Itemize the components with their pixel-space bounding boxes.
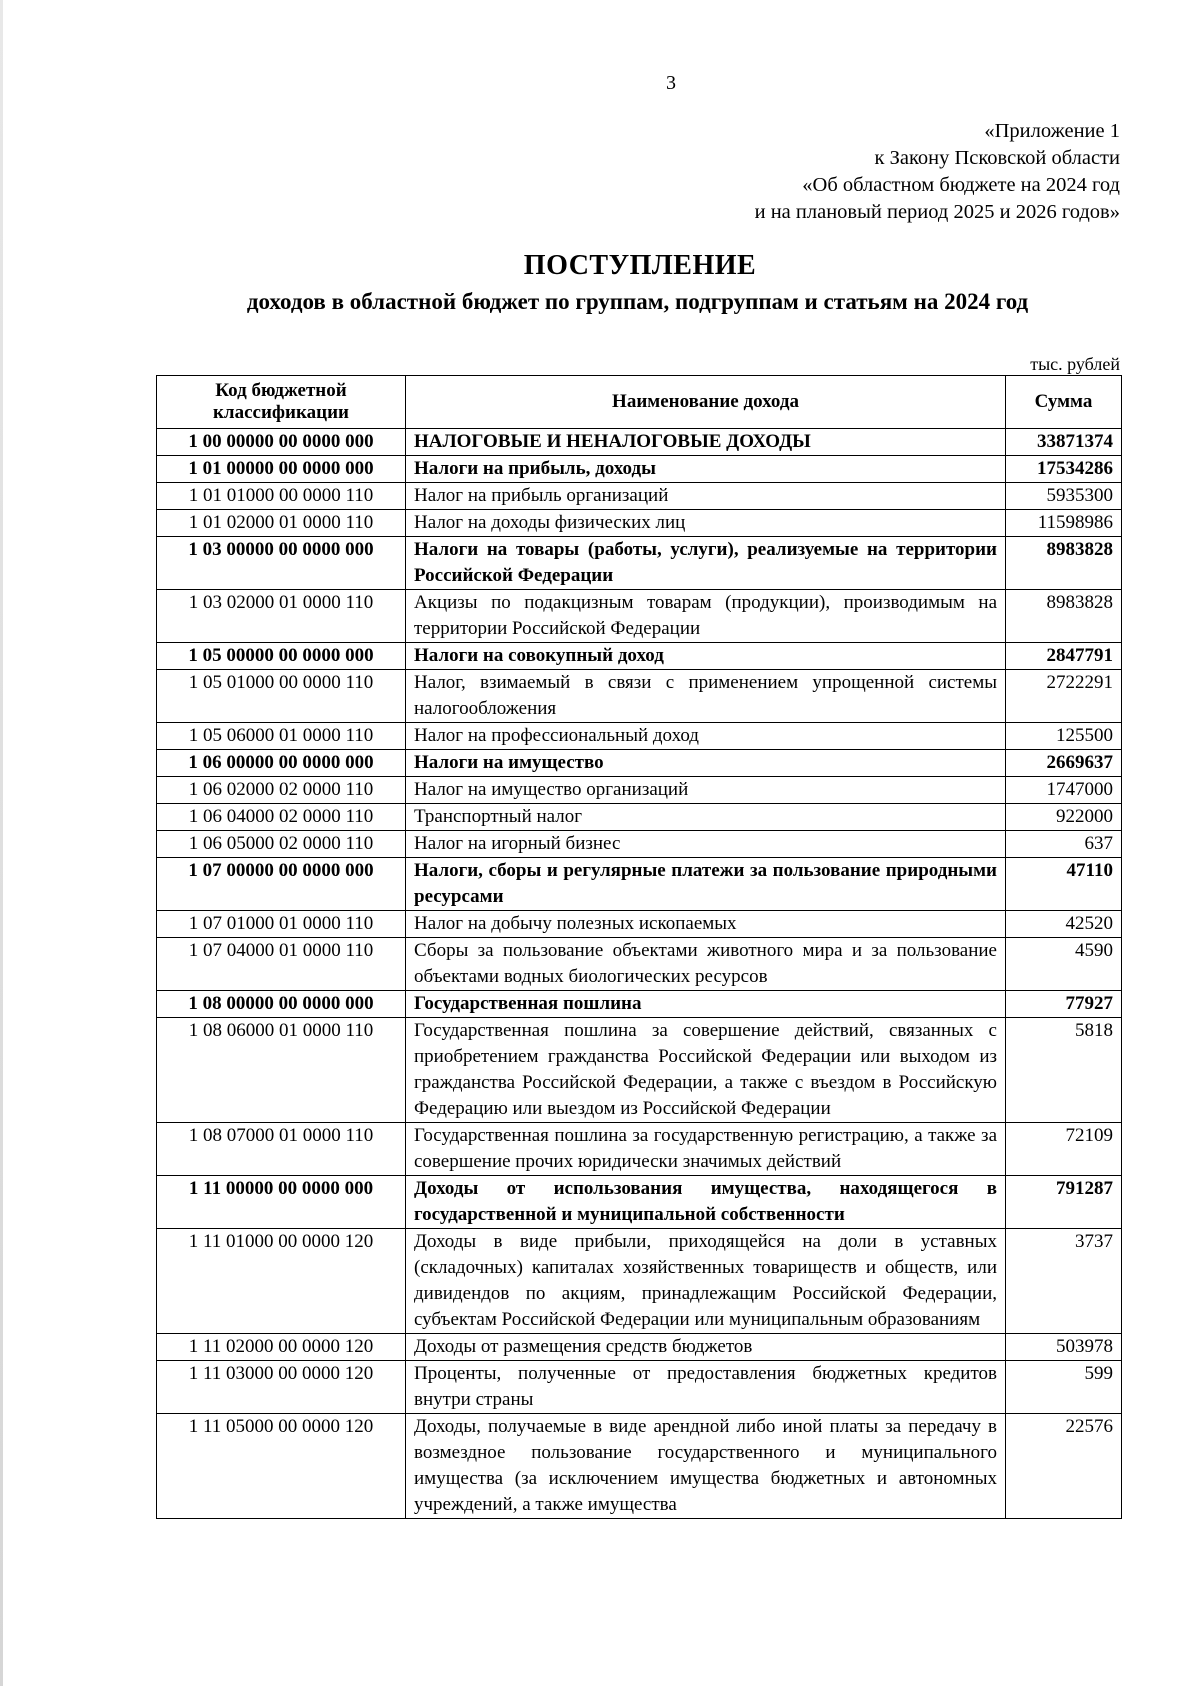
table-row <box>157 1018 1122 1123</box>
table-row <box>157 1123 1122 1176</box>
header-code: Код бюджетной классификации <box>157 376 406 429</box>
cell-code: 1 05 01000 00 0000 110 <box>157 670 406 723</box>
cell-code: 1 06 02000 02 0000 110 <box>157 777 406 804</box>
table-body <box>157 429 1122 1519</box>
cell-sum: 5818 <box>1006 1018 1122 1123</box>
table-row <box>157 1334 1122 1361</box>
cell-sum: 4590 <box>1006 938 1122 991</box>
cell-name: Государственная пошлина за государственную регистрацию, а также за совершение прочих юридически значимых действий <box>406 1123 1006 1176</box>
table-row <box>157 723 1122 750</box>
cell-name: Проценты, полученные от предоставления бюджетных кредитов внутри страны <box>406 1361 1006 1414</box>
cell-code: 1 03 00000 00 0000 000 <box>157 537 406 590</box>
cell-code: 1 07 01000 01 0000 110 <box>157 911 406 938</box>
cell-name: Налог на доходы физических лиц <box>406 510 1006 537</box>
cell-name: Налоги на товары (работы, услуги), реализуемые на территории Российской Федерации <box>406 537 1006 590</box>
document-subtitle: доходов в областной бюджет по группам, подгруппам и статьям на 2024 год <box>246 289 1029 314</box>
table-row <box>157 777 1122 804</box>
page-number: 3 <box>666 72 676 94</box>
cell-name: Налоги, сборы и регулярные платежи за пользование природными ресурсами <box>406 858 1006 911</box>
cell-sum: 77927 <box>1006 991 1122 1018</box>
table-row <box>157 483 1122 510</box>
cell-code: 1 11 05000 00 0000 120 <box>157 1414 406 1519</box>
cell-sum: 11598986 <box>1006 510 1122 537</box>
cell-name: Налог на профессиональный доход <box>406 723 1006 750</box>
cell-name: Доходы, получаемые в виде арендной либо иной платы за передачу в возмездное пользование государственного и муниципального имущества (за исключением имущества бюджетных и автономных учреждений, а также имущества <box>406 1414 1006 1519</box>
cell-name: Доходы в виде прибыли, приходящейся на доли в уставных (складочных) капиталах хозяйственных товариществ и обществ, или дивидендов по акциям, принадлежащим Российской Федерации, субъектам Российской Федерации или муниципальным образованиям <box>406 1229 1006 1334</box>
cell-code: 1 03 02000 01 0000 110 <box>157 590 406 643</box>
appendix-line: к Закону Псковской области <box>874 147 1120 169</box>
units-label: тыс. рублей <box>1030 354 1120 374</box>
cell-name: Акцизы по подакцизным товарам (продукции), производимым на территории Российской Федерации <box>406 590 1006 643</box>
appendix-line: и на плановый период 2025 и 2026 годов» <box>754 201 1120 223</box>
cell-code: 1 08 00000 00 0000 000 <box>157 991 406 1018</box>
cell-sum: 922000 <box>1006 804 1122 831</box>
cell-name: Налог на прибыль организаций <box>406 483 1006 510</box>
table-row <box>157 429 1122 456</box>
cell-code: 1 08 06000 01 0000 110 <box>157 1018 406 1123</box>
cell-sum: 503978 <box>1006 1334 1122 1361</box>
appendix-header <box>600 118 1120 226</box>
table-row <box>157 1176 1122 1229</box>
cell-code: 1 05 06000 01 0000 110 <box>157 723 406 750</box>
cell-name: НАЛОГОВЫЕ И НЕНАЛОГОВЫЕ ДОХОДЫ <box>406 429 1006 456</box>
table-row <box>157 750 1122 777</box>
cell-code: 1 08 07000 01 0000 110 <box>157 1123 406 1176</box>
cell-sum: 22576 <box>1006 1414 1122 1519</box>
header-name: Наименование дохода <box>406 376 1006 429</box>
cell-code: 1 11 00000 00 0000 000 <box>157 1176 406 1229</box>
table-row <box>157 991 1122 1018</box>
cell-name: Налоги на имущество <box>406 750 1006 777</box>
cell-sum: 8983828 <box>1006 590 1122 643</box>
cell-sum: 637 <box>1006 831 1122 858</box>
table-row <box>157 911 1122 938</box>
appendix-line: «Приложение 1 <box>984 120 1120 142</box>
cell-code: 1 07 04000 01 0000 110 <box>157 938 406 991</box>
cell-name: Налог на игорный бизнес <box>406 831 1006 858</box>
cell-name: Сборы за пользование объектами животного мира и за пользование объектами водных биологических ресурсов <box>406 938 1006 991</box>
cell-code: 1 07 00000 00 0000 000 <box>157 858 406 911</box>
table-row <box>157 510 1122 537</box>
revenue-table <box>156 375 1122 1519</box>
table-row <box>157 670 1122 723</box>
table-row <box>157 643 1122 670</box>
table-row <box>157 831 1122 858</box>
cell-sum: 72109 <box>1006 1123 1122 1176</box>
cell-name: Доходы от использования имущества, находящегося в государственной и муниципальной собственности <box>406 1176 1006 1229</box>
cell-code: 1 06 04000 02 0000 110 <box>157 804 406 831</box>
cell-code: 1 01 01000 00 0000 110 <box>157 483 406 510</box>
cell-code: 1 06 00000 00 0000 000 <box>157 750 406 777</box>
cell-sum: 17534286 <box>1006 456 1122 483</box>
cell-sum: 8983828 <box>1006 537 1122 590</box>
cell-code: 1 00 00000 00 0000 000 <box>157 429 406 456</box>
cell-sum: 3737 <box>1006 1229 1122 1334</box>
cell-name: Налог на добычу полезных ископаемых <box>406 911 1006 938</box>
cell-code: 1 11 03000 00 0000 120 <box>157 1361 406 1414</box>
cell-sum: 2669637 <box>1006 750 1122 777</box>
table-row <box>157 590 1122 643</box>
cell-sum: 5935300 <box>1006 483 1122 510</box>
cell-name: Доходы от размещения средств бюджетов <box>406 1334 1006 1361</box>
table-row <box>157 858 1122 911</box>
table-row <box>157 804 1122 831</box>
cell-sum: 599 <box>1006 1361 1122 1414</box>
cell-name: Государственная пошлина <box>406 991 1006 1018</box>
cell-sum: 42520 <box>1006 911 1122 938</box>
cell-name: Налоги на прибыль, доходы <box>406 456 1006 483</box>
cell-name: Налоги на совокупный доход <box>406 643 1006 670</box>
cell-sum: 2722291 <box>1006 670 1122 723</box>
appendix-line: «Об областном бюджете на 2024 год <box>802 174 1120 196</box>
cell-sum: 1747000 <box>1006 777 1122 804</box>
table-row <box>157 938 1122 991</box>
table-row <box>157 1414 1122 1519</box>
cell-name: Налог, взимаемый в связи с применением упрощенной системы налогообложения <box>406 670 1006 723</box>
cell-code: 1 11 02000 00 0000 120 <box>157 1334 406 1361</box>
cell-code: 1 05 00000 00 0000 000 <box>157 643 406 670</box>
cell-name: Налог на имущество организаций <box>406 777 1006 804</box>
cell-code: 1 06 05000 02 0000 110 <box>157 831 406 858</box>
cell-name: Транспортный налог <box>406 804 1006 831</box>
table-row <box>157 1229 1122 1334</box>
table-row <box>157 1361 1122 1414</box>
document-title: ПОСТУПЛЕНИЕ <box>523 250 757 281</box>
cell-sum: 47110 <box>1006 858 1122 911</box>
table-row <box>157 456 1122 483</box>
cell-sum: 2847791 <box>1006 643 1122 670</box>
cell-sum: 125500 <box>1006 723 1122 750</box>
cell-name: Государственная пошлина за совершение действий, связанных с приобретением гражданства Российской Федерации или выходом из гражданства Российской Федерации, а также с въездом в Российскую Федерацию или выездом из Российской Федерации <box>406 1018 1006 1123</box>
header-sum: Сумма <box>1006 376 1122 429</box>
cell-code: 1 11 01000 00 0000 120 <box>157 1229 406 1334</box>
table-row <box>157 537 1122 590</box>
cell-code: 1 01 02000 01 0000 110 <box>157 510 406 537</box>
table-header-row <box>157 376 1122 429</box>
cell-sum: 33871374 <box>1006 429 1122 456</box>
cell-sum: 791287 <box>1006 1176 1122 1229</box>
cell-code: 1 01 00000 00 0000 000 <box>157 456 406 483</box>
